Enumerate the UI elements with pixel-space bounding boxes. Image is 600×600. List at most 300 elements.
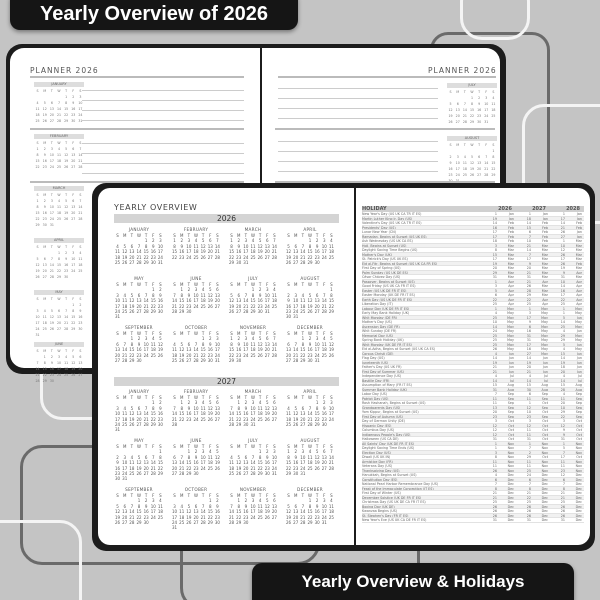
- holiday-date: 17: [492, 234, 497, 238]
- holiday-date: 6: [528, 392, 531, 396]
- day-cell: 3: [216, 336, 219, 342]
- weekday-label: T: [201, 395, 205, 400]
- weekday-label: S: [159, 444, 162, 449]
- day-cell: 23: [314, 514, 320, 520]
- day-cell: 23: [157, 303, 163, 309]
- holiday-name: Veterans Day (US): [362, 464, 393, 468]
- day-cell: 30: [321, 422, 327, 428]
- holiday-name: Memorial Day (US): [362, 333, 393, 337]
- day-cell: 27: [143, 471, 149, 477]
- day-cell: 21: [229, 514, 235, 520]
- day-cell: 6: [478, 155, 481, 159]
- note-line: [82, 110, 244, 111]
- day-cell: T: [65, 349, 68, 353]
- holiday-date: May: [541, 320, 548, 324]
- day-cell: 6: [244, 454, 248, 460]
- day-cell: S: [79, 89, 82, 93]
- day-cell: 18: [150, 347, 156, 353]
- holiday-date: 21: [492, 369, 497, 373]
- day-cell: M: [43, 297, 47, 301]
- month-calendar-february-2026: [171, 226, 221, 260]
- holiday-date: Oct: [542, 423, 548, 427]
- day-cell: 4: [57, 147, 60, 151]
- holiday-date: Nov: [507, 446, 514, 450]
- day-cell: 10: [115, 411, 121, 417]
- day-cell: 10: [250, 503, 256, 509]
- day-cell: 1: [187, 449, 191, 455]
- day-cell: 23: [115, 471, 121, 477]
- day-cell: 26: [257, 254, 263, 260]
- month-label: JUNE: [190, 438, 202, 443]
- holiday-name: Yom Kippur, Begins at Sunset (US): [362, 410, 419, 414]
- day-cell: S: [492, 143, 495, 147]
- day-cell: W: [470, 90, 474, 94]
- day-cell: 14: [229, 411, 235, 417]
- holiday-date: Dec: [507, 473, 514, 477]
- day-cell: 30: [157, 422, 163, 428]
- day-cell: 1: [237, 400, 240, 406]
- holiday-date: Oct: [576, 423, 582, 427]
- day-cell: 13: [193, 509, 199, 515]
- day-cell: F: [485, 90, 488, 94]
- holiday-date: 21: [492, 491, 497, 495]
- holiday-date: Sep: [575, 414, 582, 418]
- day-cell: 25: [64, 373, 69, 377]
- day-cell: 25: [172, 358, 178, 364]
- day-cell: 18: [56, 211, 62, 215]
- day-cell: T: [463, 143, 466, 147]
- month-label: OCTOBER: [184, 325, 208, 330]
- day-cell: 14: [78, 205, 83, 209]
- day-cell: 16: [179, 249, 185, 255]
- month-grid: [171, 395, 221, 427]
- day-cell: 16: [157, 411, 163, 417]
- day-cell: 6: [266, 238, 269, 244]
- day-cell: 26: [49, 327, 54, 331]
- holiday-date: Apr: [508, 293, 514, 297]
- day-cell: 14: [136, 249, 142, 255]
- weekday-label: S: [273, 233, 276, 238]
- holiday-date: Dec: [541, 513, 548, 517]
- day-cell: 19: [469, 167, 475, 171]
- day-cell: 11: [257, 405, 263, 411]
- day-cell: 27: [293, 260, 299, 266]
- day-cell: 15: [307, 249, 313, 255]
- weekday-label: M: [179, 331, 184, 336]
- weekday-label: S: [173, 282, 176, 287]
- weekday-label: S: [173, 331, 176, 336]
- day-cell: 16: [286, 303, 292, 309]
- month-label: DECEMBER: [297, 487, 323, 492]
- day-cell: 23: [78, 321, 83, 325]
- holiday-date: Feb: [508, 221, 514, 225]
- day-cell: 27: [186, 358, 192, 364]
- weekday-label: T: [130, 444, 134, 449]
- day-cell: 27: [56, 327, 62, 331]
- holiday-date: May: [507, 306, 514, 310]
- day-cell: 15: [200, 347, 206, 353]
- holiday-date: Feb: [508, 234, 514, 238]
- day-cell: 24: [243, 254, 249, 260]
- day-cell: 6: [273, 498, 276, 504]
- day-cell: 5: [294, 405, 297, 411]
- day-cell: 10: [49, 153, 54, 157]
- day-cell: 24: [321, 254, 327, 260]
- day-cell: 28: [193, 358, 199, 364]
- holiday-date: Nov: [575, 446, 582, 450]
- month-calendar-march-2027: [228, 388, 278, 427]
- day-cell: 24: [71, 269, 76, 273]
- day-cell: 12: [286, 509, 292, 515]
- holiday-name: Valentine's Day (US UK CA TR IT ES): [362, 221, 422, 225]
- holiday-name: Feast of the Immaculate Conception (IT ES): [362, 486, 434, 490]
- day-cell: 29: [136, 520, 142, 526]
- day-cell: 29: [236, 520, 242, 526]
- day-cell: 21: [200, 514, 206, 520]
- day-cell: 24: [172, 520, 178, 526]
- day-cell: 22: [42, 373, 47, 377]
- day-cell: 11: [150, 341, 156, 347]
- holiday-date: 11: [560, 464, 565, 468]
- day-cell: 3: [251, 498, 255, 504]
- holiday-date: May: [541, 311, 548, 315]
- weekday-label: T: [258, 493, 262, 498]
- day-cell: 4: [130, 454, 134, 460]
- day-cell: 2: [72, 95, 75, 99]
- note-line: [82, 163, 244, 164]
- day-cell: 5: [330, 336, 333, 342]
- day-cell: 1: [65, 95, 68, 99]
- holiday-name: National Pearl Harbor Remembrance Day (US): [362, 482, 439, 486]
- day-cell: 17: [243, 249, 249, 255]
- day-cell: 28: [179, 471, 185, 477]
- day-cell: 24: [193, 303, 199, 309]
- day-cell: 24: [300, 465, 306, 471]
- day-cell: 12: [207, 292, 213, 298]
- weekday-label: W: [308, 331, 312, 336]
- day-cell: 18: [200, 411, 206, 417]
- day-cell: 17: [49, 159, 54, 163]
- weekday-label: T: [187, 493, 191, 498]
- holiday-date: Jun: [576, 369, 582, 373]
- day-cell: 18: [257, 411, 263, 417]
- holiday-name: Juneteenth (US): [362, 360, 389, 364]
- weekday-label: M: [293, 493, 298, 498]
- day-cell: 5: [315, 449, 319, 455]
- day-cell: 12: [64, 205, 69, 209]
- weekday-label: T: [244, 444, 248, 449]
- holiday-date: Mar: [507, 243, 514, 247]
- mini-month-label: JUNE: [34, 342, 84, 347]
- day-cell: 8: [330, 292, 333, 298]
- day-cell: 21: [300, 514, 306, 520]
- day-cell: 3: [266, 287, 269, 293]
- day-cell: 9: [315, 503, 319, 509]
- day-cell: 13: [271, 405, 277, 411]
- weekday-label: M: [179, 282, 184, 287]
- day-cell: 26: [35, 275, 40, 279]
- day-cell: 21: [172, 416, 178, 422]
- holiday-date: 1: [494, 306, 497, 310]
- holiday-name: St. Patrick's Day (US UK ES): [362, 257, 408, 261]
- day-cell: 22: [35, 217, 40, 221]
- day-cell: 28: [462, 120, 467, 124]
- day-cell: 15: [35, 159, 40, 163]
- holiday-name: Boxing Day (UK DE): [362, 504, 395, 508]
- weekday-label: F: [152, 395, 155, 400]
- day-cell: 28: [250, 471, 256, 477]
- holiday-name: Assumption of Mary (FR IT ES): [362, 383, 412, 387]
- day-cell: 1: [209, 498, 212, 504]
- day-cell: 13: [71, 153, 76, 157]
- holiday-name: New Year's Day (US UK CA TR IT ES): [362, 212, 422, 216]
- day-cell: 9: [237, 243, 240, 249]
- holiday-name: Thanksgiving Day (US): [362, 468, 400, 472]
- day-cell: 14: [78, 153, 83, 157]
- weekday-label: W: [194, 282, 198, 287]
- weekday-label: M: [122, 395, 127, 400]
- holiday-date: Dec: [575, 504, 582, 508]
- holiday-date: Mar: [541, 257, 548, 261]
- day-cell: F: [72, 349, 75, 353]
- day-cell: 14: [49, 263, 54, 267]
- holiday-date: 14: [560, 221, 565, 225]
- day-cell: 15: [314, 411, 320, 417]
- month-label: MARCH: [244, 389, 262, 394]
- day-cell: 27: [264, 352, 270, 358]
- holiday-date: Dec: [507, 491, 514, 495]
- day-cell: 8: [301, 341, 305, 347]
- day-cell: 2: [50, 355, 53, 359]
- day-cell: 28: [321, 309, 327, 315]
- day-cell: 19: [122, 254, 128, 260]
- day-cell: 21: [78, 159, 83, 163]
- weekday-label: M: [293, 282, 298, 287]
- holiday-date: 14: [492, 324, 497, 328]
- day-cell: 29: [129, 358, 135, 364]
- day-cell: 14: [56, 107, 62, 111]
- day-cell: 16: [136, 347, 142, 353]
- holiday-date: Feb: [576, 261, 582, 265]
- holiday-date: Dec: [507, 482, 514, 486]
- day-cell: 18: [207, 460, 213, 466]
- day-cell: 17: [321, 509, 327, 515]
- day-cell: 8: [237, 405, 240, 411]
- mini-month-august: [447, 136, 497, 184]
- day-cell: 30: [157, 309, 163, 315]
- holiday-date: 26: [526, 509, 531, 513]
- day-cell: 3: [244, 336, 248, 342]
- day-cell: 27: [193, 520, 199, 526]
- holiday-date: Mar: [507, 261, 514, 265]
- holiday-date: 15: [526, 225, 531, 229]
- day-cell: 19: [179, 352, 185, 358]
- day-cell: 10: [78, 101, 83, 105]
- day-cell: 12: [286, 249, 292, 255]
- weekday-label: T: [301, 395, 305, 400]
- holiday-date: 11: [526, 396, 531, 400]
- day-cell: S: [79, 193, 82, 197]
- day-cell: 14: [271, 243, 277, 249]
- holiday-date: Jun: [508, 360, 514, 364]
- holiday-date: Dec: [541, 491, 548, 495]
- day-cell: 8: [470, 102, 473, 106]
- day-cell: 17: [56, 367, 62, 371]
- holiday-date: 23: [492, 414, 497, 418]
- weekday-label: S: [159, 493, 162, 498]
- holiday-name: Flag Day (US): [362, 356, 385, 360]
- decorative-frame: [0, 520, 82, 600]
- weekday-label: T: [301, 444, 305, 449]
- month-calendar-august-2027: [285, 437, 335, 476]
- day-cell: 23: [477, 114, 482, 118]
- day-cell: 7: [137, 243, 141, 249]
- day-cell: 30: [150, 260, 156, 266]
- holiday-date: Mar: [541, 293, 548, 297]
- day-cell: 9: [315, 243, 319, 249]
- day-cell: 13: [56, 315, 62, 319]
- day-cell: 22: [200, 352, 206, 358]
- holiday-date: Mar: [575, 252, 582, 256]
- holiday-date: Oct: [542, 401, 548, 405]
- day-cell: 20: [122, 514, 128, 520]
- day-cell: 1: [173, 238, 176, 244]
- weekday-label: T: [315, 493, 319, 498]
- holiday-date: 31: [560, 518, 565, 522]
- day-cell: 4: [194, 238, 198, 244]
- weekday-label: M: [122, 233, 127, 238]
- day-cell: 26: [179, 358, 185, 364]
- day-cell: 31: [78, 119, 83, 123]
- holiday-date: Nov: [507, 455, 514, 459]
- holiday-date: 20: [492, 410, 497, 414]
- holiday-date: 19: [560, 266, 565, 270]
- holiday-date: Apr: [508, 297, 514, 301]
- holiday-date: May: [575, 338, 582, 342]
- holiday-date: 4: [528, 374, 531, 378]
- holiday-date: 26: [492, 347, 497, 351]
- day-cell: 4: [323, 336, 326, 342]
- weekday-label: S: [216, 395, 219, 400]
- day-cell: 4: [173, 341, 176, 347]
- day-cell: 10: [243, 341, 249, 347]
- day-cell: 29: [64, 119, 69, 123]
- day-cell: 14: [150, 460, 156, 466]
- day-cell: 9: [287, 298, 290, 304]
- weekday-label: T: [315, 282, 319, 287]
- day-cell: W: [57, 193, 61, 197]
- day-cell: M: [456, 143, 460, 147]
- day-cell: 28: [271, 254, 277, 260]
- day-cell: 21: [300, 254, 306, 260]
- day-cell: 4: [180, 503, 183, 509]
- holiday-date: Apr: [576, 284, 582, 288]
- day-cell: 5: [159, 336, 162, 342]
- day-cell: 22: [186, 465, 192, 471]
- weekday-label: T: [315, 395, 319, 400]
- month-label: OCTOBER: [184, 487, 208, 492]
- holiday-date: Mar: [541, 252, 548, 256]
- day-cell: 25: [200, 416, 206, 422]
- day-cell: 17: [321, 249, 327, 255]
- holiday-name: Bastille Day (FR): [362, 378, 390, 382]
- holiday-date: May: [507, 311, 514, 315]
- planner-title-left: PLANNER 2026: [30, 66, 99, 75]
- day-cell: 28: [143, 309, 149, 315]
- holiday-date: 12: [492, 432, 497, 436]
- month-calendar-march-2026: [228, 226, 278, 265]
- weekday-label: W: [251, 233, 255, 238]
- holiday-date: Jun: [508, 351, 514, 355]
- holiday-date: 19: [492, 261, 497, 265]
- day-cell: 27: [122, 520, 128, 526]
- day-cell: 19: [157, 347, 163, 353]
- day-cell: 4: [230, 454, 233, 460]
- weekday-label: S: [230, 444, 233, 449]
- day-cell: 5: [209, 287, 212, 293]
- note-line: [278, 98, 438, 99]
- day-cell: 5: [266, 400, 269, 406]
- year-bar-2026: 2026: [114, 214, 339, 223]
- holiday-date: 7: [528, 446, 531, 450]
- day-cell: 9: [159, 405, 162, 411]
- day-cell: 25: [200, 303, 206, 309]
- holiday-date: 10: [560, 279, 565, 283]
- holiday-date: 19: [560, 360, 565, 364]
- day-cell: 20: [300, 416, 306, 422]
- day-cell: 7: [79, 199, 82, 203]
- day-cell: 13: [214, 292, 220, 298]
- day-cell: 6: [294, 243, 297, 249]
- holiday-date: Oct: [542, 428, 548, 432]
- day-cell: 25: [328, 254, 334, 260]
- holiday-date: Aug: [507, 383, 514, 387]
- holiday-date: Mar: [575, 266, 582, 270]
- day-cell: W: [470, 143, 474, 147]
- month-grid: [228, 331, 278, 363]
- holiday-date: Jul: [544, 378, 548, 382]
- day-cell: 2: [315, 498, 319, 504]
- weekday-label: W: [194, 395, 198, 400]
- holiday-date: 14: [560, 284, 565, 288]
- weekday-label: S: [330, 493, 333, 498]
- holiday-date: 11: [526, 464, 531, 468]
- day-cell: T: [463, 90, 466, 94]
- note-line: [82, 90, 244, 91]
- holiday-date: Dec: [541, 500, 548, 504]
- day-cell: 27: [214, 416, 220, 422]
- holiday-date: Dec: [575, 500, 582, 504]
- day-cell: 30: [243, 520, 249, 526]
- holiday-date: 20: [560, 401, 565, 405]
- holiday-date: Mar: [507, 257, 514, 261]
- day-cell: 3: [36, 309, 39, 313]
- day-cell: 9: [294, 454, 297, 460]
- day-cell: 17: [115, 303, 121, 309]
- holiday-name: Independence Day (US): [362, 374, 402, 378]
- day-cell: 23: [42, 165, 47, 169]
- holiday-date: Mar: [575, 243, 582, 247]
- day-cell: 29: [491, 173, 496, 177]
- day-cell: 27: [321, 465, 327, 471]
- holiday-date: 26: [560, 513, 565, 517]
- holiday-date: Dec: [507, 500, 514, 504]
- holiday-date: 9: [528, 261, 531, 265]
- day-cell: 27: [271, 416, 277, 422]
- day-cell: 29: [307, 260, 313, 266]
- weekday-label: W: [137, 395, 141, 400]
- month-calendar-november-2027: [228, 486, 278, 525]
